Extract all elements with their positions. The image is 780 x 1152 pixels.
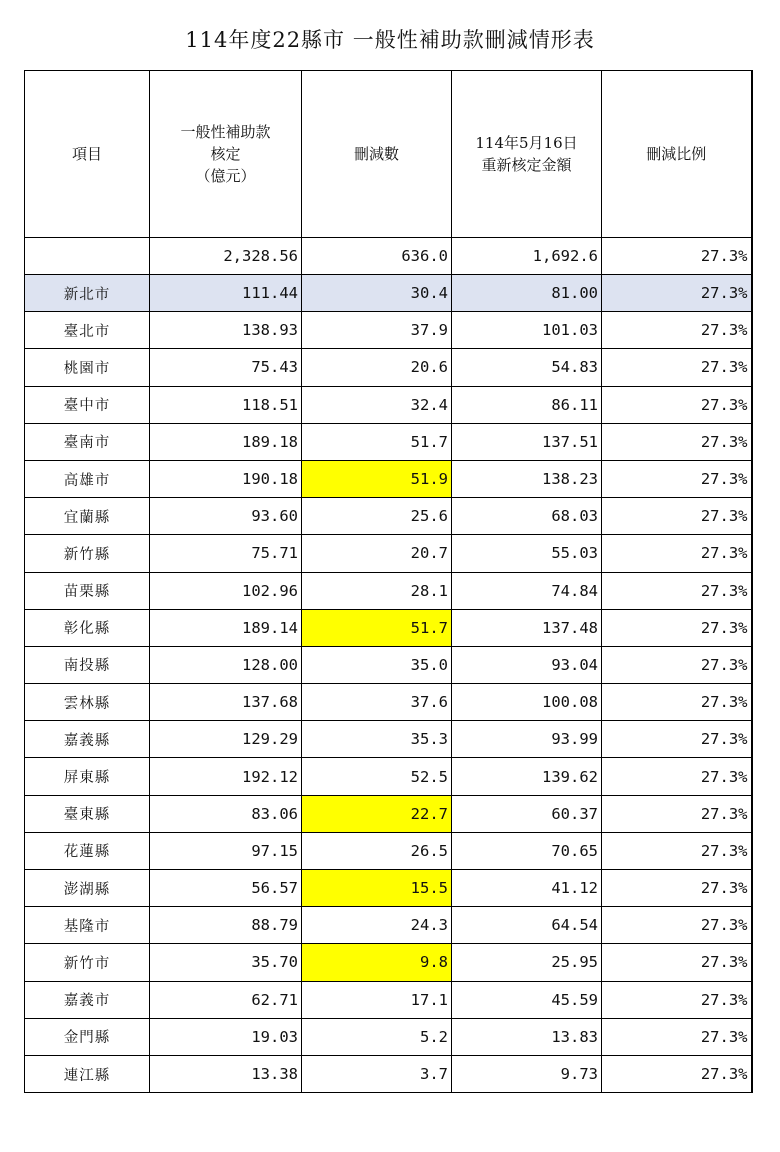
table-row (25, 758, 752, 795)
county-name: 彰化縣 (25, 609, 150, 646)
approved-amount: 189.18 (150, 423, 302, 460)
total-renewed: 1,692.6 (452, 238, 602, 275)
total-cut: 636.0 (302, 238, 452, 275)
renewed-amount: 81.00 (452, 275, 602, 312)
cut-amount: 22.7 (302, 795, 452, 832)
cut-amount: 28.1 (302, 572, 452, 609)
table-row (25, 795, 752, 832)
renewed-amount: 54.83 (452, 349, 602, 386)
cut-amount: 51.7 (302, 609, 452, 646)
county-name: 臺中市 (25, 386, 150, 423)
table-row (25, 349, 752, 386)
table-row (25, 907, 752, 944)
cut-ratio: 27.3% (602, 460, 752, 497)
table-row (25, 981, 752, 1018)
header-item: 項目 (25, 71, 150, 238)
cut-ratio: 27.3% (602, 795, 752, 832)
approved-amount: 35.70 (150, 944, 302, 981)
renewed-amount: 100.08 (452, 684, 602, 721)
cut-ratio: 27.3% (602, 386, 752, 423)
header-row (25, 71, 752, 238)
cut-ratio: 27.3% (602, 423, 752, 460)
table-row (25, 684, 752, 721)
cut-ratio: 27.3% (602, 1018, 752, 1055)
approved-amount: 111.44 (150, 275, 302, 312)
approved-amount: 19.03 (150, 1018, 302, 1055)
renewed-amount: 137.48 (452, 609, 602, 646)
approved-amount: 56.57 (150, 870, 302, 907)
renewed-amount: 9.73 (452, 1055, 602, 1092)
cut-ratio: 27.3% (602, 870, 752, 907)
cut-amount: 32.4 (302, 386, 452, 423)
approved-amount: 192.12 (150, 758, 302, 795)
total-row (25, 238, 752, 275)
approved-amount: 93.60 (150, 498, 302, 535)
table-row (25, 646, 752, 683)
county-name: 屏東縣 (25, 758, 150, 795)
cut-ratio: 27.3% (602, 981, 752, 1018)
county-name: 金門縣 (25, 1018, 150, 1055)
county-name: 雲林縣 (25, 684, 150, 721)
cut-amount: 51.7 (302, 423, 452, 460)
county-name: 基隆市 (25, 907, 150, 944)
total-name (25, 238, 150, 275)
cut-amount: 35.3 (302, 721, 452, 758)
county-name: 嘉義縣 (25, 721, 150, 758)
cut-amount: 37.9 (302, 312, 452, 349)
header-cut: 刪減數 (302, 71, 452, 238)
county-name: 新竹市 (25, 944, 150, 981)
cut-amount: 17.1 (302, 981, 452, 1018)
page-title: 114年度22縣市 一般性補助款刪減情形表 (185, 28, 595, 52)
approved-amount: 128.00 (150, 646, 302, 683)
approved-amount: 75.71 (150, 535, 302, 572)
cut-amount: 24.3 (302, 907, 452, 944)
cut-ratio: 27.3% (602, 832, 752, 869)
renewed-amount: 101.03 (452, 312, 602, 349)
cut-ratio: 27.3% (602, 758, 752, 795)
table-row (25, 832, 752, 869)
approved-amount: 138.93 (150, 312, 302, 349)
approved-amount: 129.29 (150, 721, 302, 758)
table-row (25, 312, 752, 349)
subsidy-cut-table (24, 70, 753, 1093)
county-name: 高雄市 (25, 460, 150, 497)
cut-ratio: 27.3% (602, 684, 752, 721)
approved-amount: 88.79 (150, 907, 302, 944)
county-name: 新竹縣 (25, 535, 150, 572)
total-ratio: 27.3% (602, 238, 752, 275)
approved-amount: 83.06 (150, 795, 302, 832)
cut-amount: 3.7 (302, 1055, 452, 1092)
approved-amount: 102.96 (150, 572, 302, 609)
renewed-amount: 138.23 (452, 460, 602, 497)
cut-ratio: 27.3% (602, 646, 752, 683)
table-row (25, 609, 752, 646)
approved-amount: 189.14 (150, 609, 302, 646)
county-name: 臺南市 (25, 423, 150, 460)
cut-amount: 35.0 (302, 646, 452, 683)
cut-amount: 20.7 (302, 535, 452, 572)
renewed-amount: 55.03 (452, 535, 602, 572)
table-row (25, 870, 752, 907)
cut-amount: 26.5 (302, 832, 452, 869)
cut-ratio: 27.3% (602, 275, 752, 312)
renewed-amount: 45.59 (452, 981, 602, 1018)
renewed-amount: 41.12 (452, 870, 602, 907)
county-name: 澎湖縣 (25, 870, 150, 907)
table-row (25, 944, 752, 981)
table-row (25, 572, 752, 609)
cut-amount: 52.5 (302, 758, 452, 795)
county-name: 宜蘭縣 (25, 498, 150, 535)
renewed-amount: 64.54 (452, 907, 602, 944)
cut-amount: 30.4 (302, 275, 452, 312)
cut-amount: 9.8 (302, 944, 452, 981)
county-name: 臺東縣 (25, 795, 150, 832)
county-name: 南投縣 (25, 646, 150, 683)
total-approved: 2,328.56 (150, 238, 302, 275)
renewed-amount: 93.04 (452, 646, 602, 683)
renewed-amount: 137.51 (452, 423, 602, 460)
county-name: 桃園市 (25, 349, 150, 386)
cut-ratio: 27.3% (602, 349, 752, 386)
cut-ratio: 27.3% (602, 944, 752, 981)
table-row (25, 1055, 752, 1092)
cut-ratio: 27.3% (602, 609, 752, 646)
cut-ratio: 27.3% (602, 721, 752, 758)
county-name: 嘉義市 (25, 981, 150, 1018)
county-name: 連江縣 (25, 1055, 150, 1092)
header-approved: 一般性補助款 核定 （億元） (150, 71, 302, 238)
table-row (25, 423, 752, 460)
renewed-amount: 86.11 (452, 386, 602, 423)
renewed-amount: 60.37 (452, 795, 602, 832)
cut-ratio: 27.3% (602, 907, 752, 944)
approved-amount: 13.38 (150, 1055, 302, 1092)
county-name: 花蓮縣 (25, 832, 150, 869)
cut-amount: 15.5 (302, 870, 452, 907)
renewed-amount: 68.03 (452, 498, 602, 535)
cut-ratio: 27.3% (602, 312, 752, 349)
approved-amount: 137.68 (150, 684, 302, 721)
county-name: 新北市 (25, 275, 150, 312)
approved-amount: 75.43 (150, 349, 302, 386)
renewed-amount: 139.62 (452, 758, 602, 795)
header-ratio: 刪減比例 (602, 71, 752, 238)
approved-amount: 118.51 (150, 386, 302, 423)
table-row (25, 386, 752, 423)
cut-amount: 51.9 (302, 460, 452, 497)
renewed-amount: 13.83 (452, 1018, 602, 1055)
approved-amount: 97.15 (150, 832, 302, 869)
cut-ratio: 27.3% (602, 535, 752, 572)
header-renewed: 114年5月16日 重新核定金額 (452, 71, 602, 238)
table-row (25, 535, 752, 572)
renewed-amount: 74.84 (452, 572, 602, 609)
renewed-amount: 25.95 (452, 944, 602, 981)
table-row (25, 460, 752, 497)
table-row (25, 275, 752, 312)
cut-amount: 37.6 (302, 684, 452, 721)
cut-amount: 20.6 (302, 349, 452, 386)
cut-ratio: 27.3% (602, 572, 752, 609)
county-name: 臺北市 (25, 312, 150, 349)
cut-amount: 5.2 (302, 1018, 452, 1055)
table-row (25, 721, 752, 758)
table-row (25, 498, 752, 535)
approved-amount: 190.18 (150, 460, 302, 497)
renewed-amount: 70.65 (452, 832, 602, 869)
county-name: 苗栗縣 (25, 572, 150, 609)
approved-amount: 62.71 (150, 981, 302, 1018)
renewed-amount: 93.99 (452, 721, 602, 758)
cut-ratio: 27.3% (602, 498, 752, 535)
cut-ratio: 27.3% (602, 1055, 752, 1092)
cut-amount: 25.6 (302, 498, 452, 535)
table-row (25, 1018, 752, 1055)
